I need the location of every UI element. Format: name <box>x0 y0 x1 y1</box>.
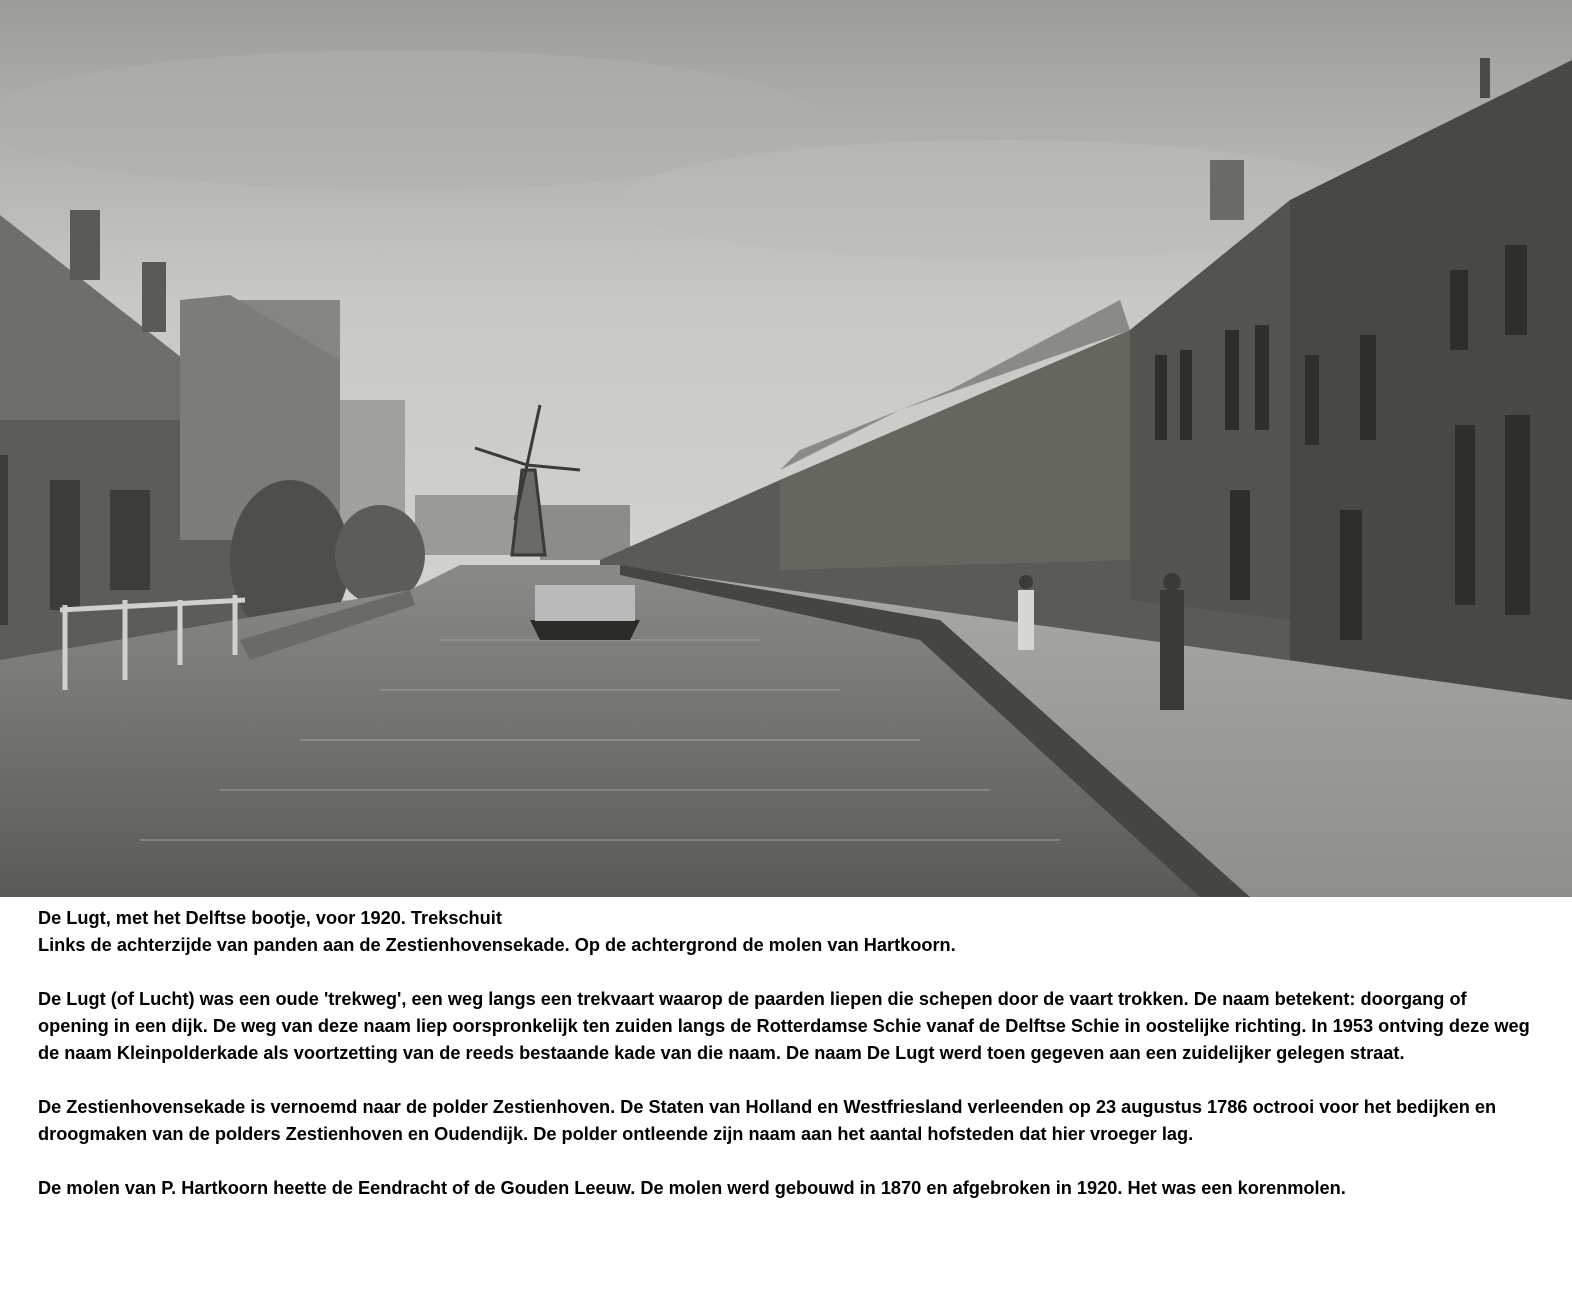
caption-title: De Lugt, met het Delftse bootje, voor 1920. Trekschuit <box>38 908 502 928</box>
barge <box>530 585 640 640</box>
caption-subtitle: Links de achterzijde van panden aan de Zestienhovensekade. Op de achtergrond de molen van Hartkoorn. <box>38 935 956 955</box>
caption-block <box>38 905 1538 1202</box>
paragraph-zestienhovensekade: De Zestienhovensekade is vernoemd naar de polder Zestienhoven. De Staten van Holland en Westfriesland verleenden op 23 augustus 1786 octrooi voor het bedijken en droogmaken van de polders Zestienhoven en Oudendijk. De polder ontleende zijn naam aan het aantal hofsteden dat hier vroeger lag. <box>38 1097 1497 1144</box>
paragraph-lugt: De Lugt (of Lucht) was een oude 'trekweg', een weg langs een trekvaart waarop de paarden liepen die schepen door de vaart trokken. De naam betekent: doorgang of opening in een dijk. De weg van deze naam liep oorspronkelijk ten zuiden langs de Rotterdamse Schie vanaf de Delftse Schie in oostelijke richting. In 1953 ontving deze weg de naam Kleinpolderkade als voortzetting van de reeds bestaande kade van die naam. De naam De Lugt werd toen gegeven aan een zuidelijker gelegen straat. <box>38 989 1530 1063</box>
paragraph-molen: De molen van P. Hartkoorn heette de Eendracht of de Gouden Leeuw. De molen werd gebouwd in 1870 en afgebroken in 1920. Het was een korenmolen. <box>38 1178 1346 1198</box>
